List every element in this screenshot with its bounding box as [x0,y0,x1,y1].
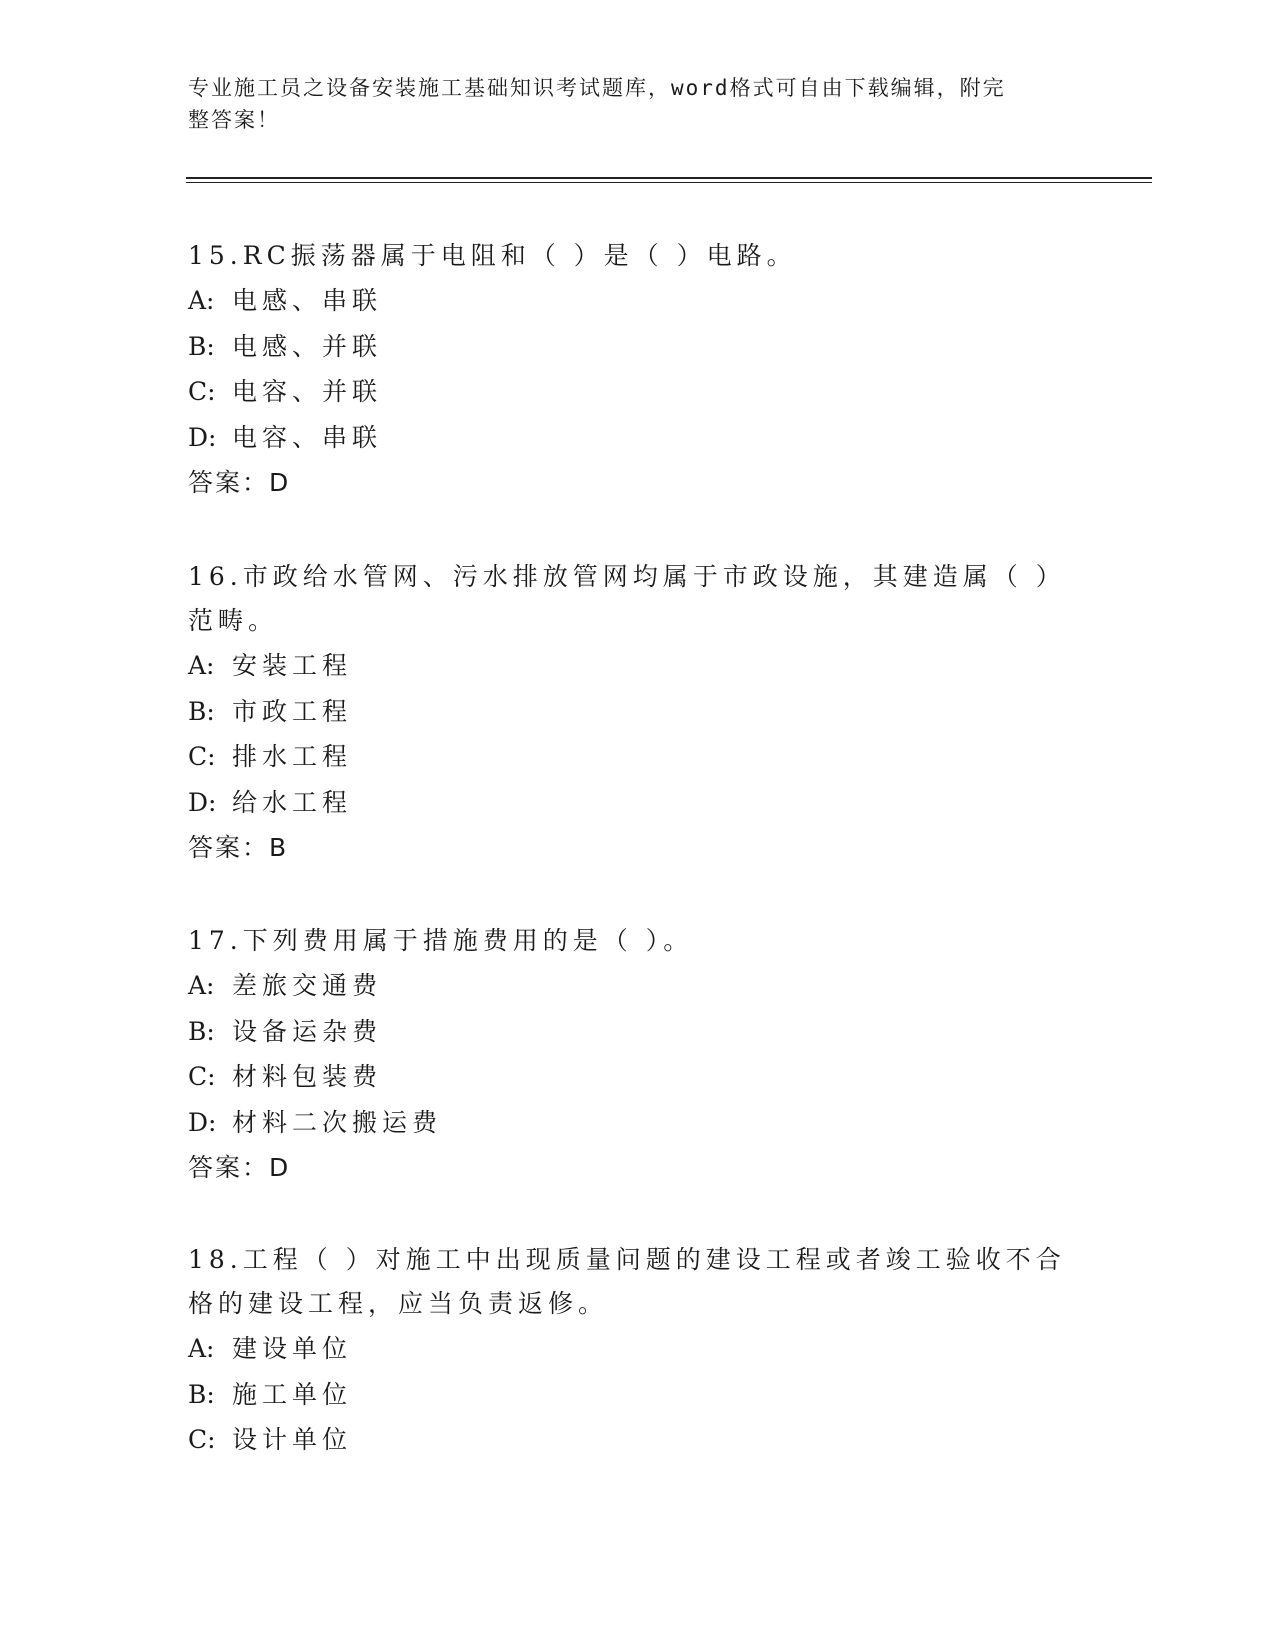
option-key: C: [188,377,216,406]
option-key: D: [188,1107,217,1137]
option-text: 电感、串联 [232,286,383,315]
option-a [188,963,1068,1009]
option-text: 材料二次搬运费 [232,1107,443,1137]
question-16 [188,555,1068,871]
answer-line: 答案：D [188,1153,291,1182]
option-b [188,689,1068,735]
option-key: C: [188,1062,216,1091]
option-key: A: [188,286,215,315]
option-c [188,369,1068,415]
option-text: 施工单位 [232,1379,353,1409]
option-a [188,1326,1068,1372]
option-text: 电容、并联 [232,377,383,406]
option-key: B: [188,696,215,726]
option-key: B: [188,1016,215,1046]
question-18 [188,1238,1068,1463]
header-line-2: 整答案！ [188,108,280,132]
answer-line: 答案：D [188,468,291,497]
option-key: B: [188,331,215,361]
option-text: 材料包装费 [232,1062,383,1091]
question-15 [188,234,1068,506]
option-c [188,734,1068,780]
option-key: D: [188,422,217,452]
document-header [188,72,1068,136]
option-a [188,278,1068,324]
option-text: 安装工程 [232,651,353,680]
option-text: 市政工程 [232,696,353,726]
option-key: C: [188,1425,216,1454]
option-text: 电感、并联 [232,331,383,361]
option-text: 设备运杂费 [232,1016,383,1046]
option-text: 电容、串联 [232,422,383,452]
answer-line: 答案：B [188,833,289,862]
option-b [188,1009,1068,1055]
header-line-1: 专业施工员之设备安装施工基础知识考试题库，word格式可自由下载编辑，附完 [188,76,1006,100]
header-rule-thin [186,182,1152,183]
option-key: D: [188,787,217,817]
question-text: 16.市政给水管网、污水排放管网均属于市政设施，其建造属（ ）范畴。 [188,562,1066,635]
option-text: 设计单位 [232,1425,353,1454]
option-b [188,1372,1068,1418]
option-text: 差旅交通费 [232,971,383,1000]
question-17 [188,919,1068,1191]
option-text: 排水工程 [232,742,353,771]
option-key: A: [188,1334,215,1363]
option-key: A: [188,971,215,1000]
option-key: C: [188,742,216,771]
option-c [188,1417,1068,1463]
question-text: 15.RC振荡器属于电阻和（ ）是（ ）电路。 [188,241,797,270]
option-text: 建设单位 [232,1334,353,1363]
option-key: A: [188,651,215,680]
header-rule-thick [186,177,1152,179]
option-b [188,324,1068,370]
option-text: 给水工程 [232,787,353,817]
question-text: 17.下列费用属于措施费用的是（ ）。 [188,926,694,955]
option-c [188,1054,1068,1100]
option-d [188,1100,1068,1146]
option-key: B: [188,1379,215,1409]
option-d [188,780,1068,826]
option-a [188,643,1068,689]
option-d [188,415,1068,461]
question-text: 18.工程（ ）对施工中出现质量问题的建设工程或者竣工验收不合格的建设工程，应当负责返修。 [188,1245,1066,1318]
